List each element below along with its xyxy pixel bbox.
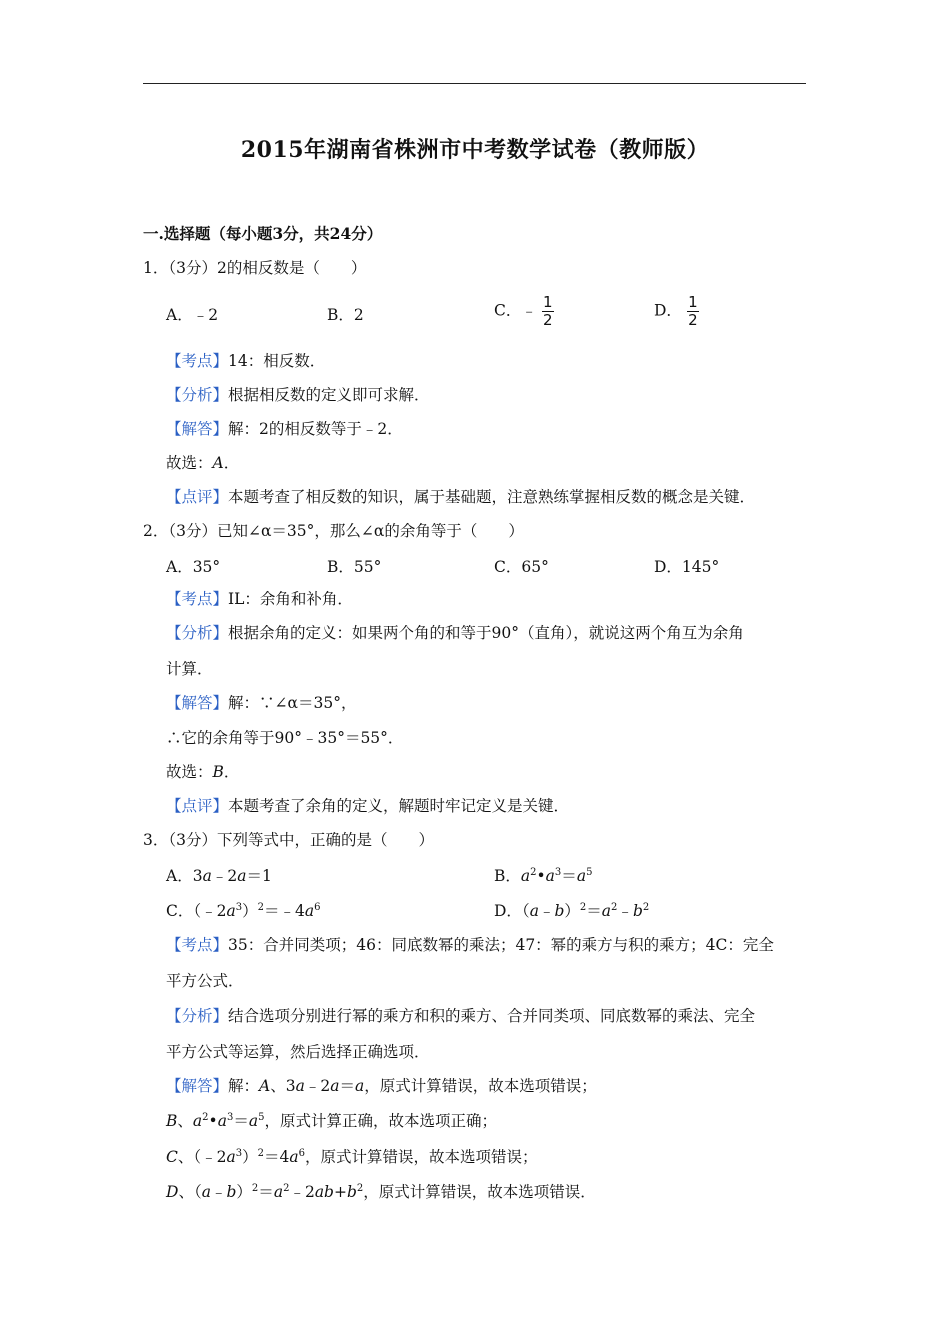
q3-fenxi-text: 结合选项分别进行幂的乘方和积的乘方、合并同类项、同底数幂的乘法、完全	[228, 1007, 756, 1025]
q2-fenxi-text: 根据余角的定义：如果两个角的和等于90°（直角），就说这两个角互为余角	[228, 624, 744, 642]
tag-fenxi: 【分析】	[166, 386, 229, 404]
fraction-denominator: 2	[688, 311, 698, 329]
q1-answer	[166, 453, 239, 473]
q1-jieda	[166, 419, 403, 439]
q1-option-a: A．﹣2	[166, 306, 219, 324]
header-rule	[143, 83, 806, 84]
q1-dianping	[166, 487, 755, 507]
q1-option-d-fraction	[687, 294, 699, 329]
q3-option-a: A．3a﹣2a＝1	[166, 867, 272, 885]
q1-kaodian-text: 14：相反数．	[228, 352, 326, 370]
q3-jieda: 【解答】解：A、3a﹣2a＝a，原式计算错误，故本选项错误；	[166, 1077, 597, 1095]
tag-dianping: 【点评】	[166, 488, 229, 506]
q2-kaodian	[166, 589, 353, 609]
q1-fenxi	[166, 385, 430, 405]
tag-fenxi: 【分析】	[166, 624, 229, 642]
q3-kaodian-cont: 平方公式．	[166, 972, 244, 990]
q1-dianping-text: 本题考查了相反数的知识，属于基础题，注意熟练掌握相反数的概念是关键．	[228, 488, 756, 506]
q1-option-d-prefix: D．	[654, 301, 682, 320]
section-heading: 一.选择题（每小题3分，共24分）	[143, 224, 383, 243]
page-title: 2015年湖南省株洲市中考数学试卷（教师版）	[240, 137, 710, 163]
tag-kaodian: 【考点】	[166, 352, 229, 370]
q3-fenxi-cont: 平方公式等运算，然后选择正确选项．	[166, 1043, 430, 1061]
answer-prefix: 故选：	[166, 454, 213, 472]
tag-dianping: 【点评】	[166, 797, 229, 815]
tag-kaodian: 【考点】	[166, 590, 229, 608]
q3-jieda-c: C、$(﹣2a^3)^2=4a^6$，原式计算错误，故本选项错误；	[166, 1148, 538, 1166]
fraction-denominator: 2	[543, 311, 553, 329]
answer-suffix: ．	[223, 763, 240, 781]
answer-suffix: ．	[223, 454, 240, 472]
q1-fenxi-text: 根据相反数的定义即可求解．	[228, 386, 430, 404]
q2-fenxi	[166, 623, 744, 643]
q1-option-c-prefix: C．﹣	[494, 301, 537, 320]
q2-option-b: B．55°	[327, 558, 382, 576]
q2-option-a: A．35°	[166, 558, 221, 576]
q3-stem: 3．（3分）下列等式中，正确的是（ ）	[143, 831, 434, 849]
q1-stem: 1．（3分）2的相反数是（ ）	[143, 259, 367, 277]
fraction-numerator: 1	[688, 293, 698, 311]
q2-jieda-text: 解：∵∠α＝35°，	[228, 694, 357, 712]
q3-kaodian	[166, 935, 774, 955]
q3-option-d: D．$(a﹣b)^2=a^2﹣b^2$	[494, 902, 650, 920]
q2-kaodian-text: IL：余角和补角．	[228, 590, 353, 608]
fraction-numerator: 1	[543, 293, 553, 311]
q1-option-c	[494, 294, 554, 329]
answer-prefix: 故选：	[166, 763, 213, 781]
q2-jieda-cont: ∴它的余角等于90°﹣35°＝55°．	[166, 729, 404, 747]
answer-letter: A	[212, 454, 224, 472]
answer-letter: B	[212, 763, 224, 781]
q2-dianping-text: 本题考查了余角的定义，解题时牢记定义是关键．	[228, 797, 570, 815]
q3-option-b: B．$a^2•a^3=a^5$	[494, 867, 593, 885]
q3-kaodian-text: 35：合并同类项；46：同底数幂的乘法；47：幂的乘方与积的乘方；4C：完全	[228, 936, 774, 954]
q2-option-d: D．145°	[654, 558, 720, 576]
q2-dianping	[166, 796, 569, 816]
q3-option-c: C．$(﹣2a^3)^2=﹣4a^6$	[166, 902, 321, 920]
q2-answer	[166, 762, 239, 782]
q2-option-c: C．65°	[494, 558, 549, 576]
tag-kaodian: 【考点】	[166, 936, 229, 954]
q1-jieda-text: 解：2的相反数等于﹣2．	[228, 420, 403, 438]
q2-jieda	[166, 693, 356, 713]
tag-fenxi: 【分析】	[166, 1007, 229, 1025]
tag-jieda: 【解答】	[166, 1077, 229, 1095]
tag-jieda: 【解答】	[166, 420, 229, 438]
q3-jieda-d: D、$(a﹣b)^2=a^2﹣2ab+b^2$，原式计算错误，故本选项错误．	[166, 1183, 596, 1201]
q1-kaodian	[166, 351, 325, 371]
q1-option-b: B．2	[327, 306, 364, 324]
q3-fenxi	[166, 1006, 755, 1026]
q3-jieda-b: B、$a^2•a^3=a^5$，原式计算正确，故本选项正确；	[166, 1112, 497, 1130]
q1-option-c-fraction	[542, 294, 554, 329]
q1-option-d	[654, 294, 699, 329]
q2-fenxi-cont: 计算．	[166, 660, 213, 678]
q2-stem: 2．（3分）已知∠α＝35°，那么∠α的余角等于（ ）	[143, 522, 524, 540]
tag-jieda: 【解答】	[166, 694, 229, 712]
